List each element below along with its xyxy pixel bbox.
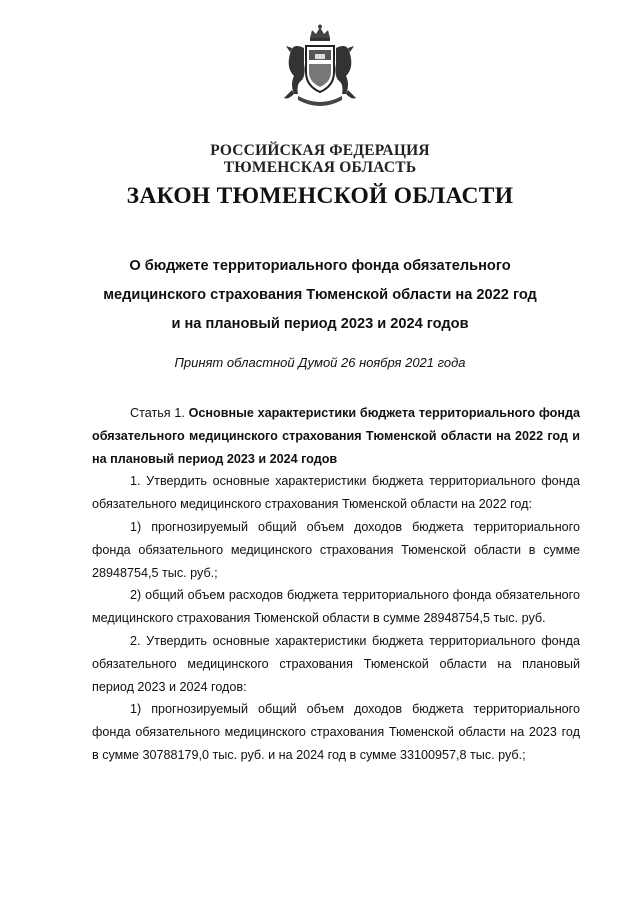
tyumen-coat-of-arms-icon — [282, 24, 358, 110]
country-name: РОССИЙСКАЯ ФЕДЕРАЦИЯ — [210, 142, 430, 159]
article-title: Основные характеристики бюджета территориального фонда обязательного медицинского страхования Тюменской области на 2022 год и на плановый период 2023 и 2024 годов — [92, 406, 580, 466]
paragraph: 1) прогнозируемый общий объем доходов бюджета территориального фонда обязательного медицинского страхования Тюменской области в сумме 28948754,5 тыс. руб.; — [92, 519, 580, 580]
title-line-1: О бюджете территориального фонда обязательного — [129, 258, 511, 274]
law-title: ЗАКОН ТЮМЕНСКОЙ ОБЛАСТИ — [126, 183, 514, 209]
paragraph: 1) прогнозируемый общий объем доходов бюджета территориального фонда обязательного медицинского страхования Тюменской области на 2023 год в сумме 30788179,0 тыс. руб. и на 2024 год в сумме 33100957,8 тыс. руб.; — [92, 702, 580, 762]
document-title — [80, 252, 560, 339]
article-prefix: Статья 1. — [130, 406, 189, 420]
region-name: ТЮМЕНСКАЯ ОБЛАСТЬ — [223, 159, 417, 176]
title-line-2: медицинского страхования Тюменской области на 2022 год — [103, 287, 537, 303]
article-1-heading — [92, 402, 580, 470]
paragraph: 2) общий объем расходов бюджета территориального фонда обязательного медицинского страхования Тюменской области в сумме 28948754,5 тыс. руб. — [92, 588, 580, 626]
title-line-3: и на плановый период 2023 и 2024 годов — [171, 316, 469, 332]
paragraph: 1. Утвердить основные характеристики бюджета территориального фонда обязательного медицинского страхования Тюменской области на 2022 год: — [92, 474, 580, 512]
paragraph: 2. Утвердить основные характеристики бюджета территориального фонда обязательного медицинского страхования Тюменской области на плановый период 2023 и 2024 годов: — [92, 633, 580, 694]
adoption-note: Принят областной Думой 26 ноября 2021 года — [174, 355, 466, 370]
document-body — [92, 402, 580, 767]
